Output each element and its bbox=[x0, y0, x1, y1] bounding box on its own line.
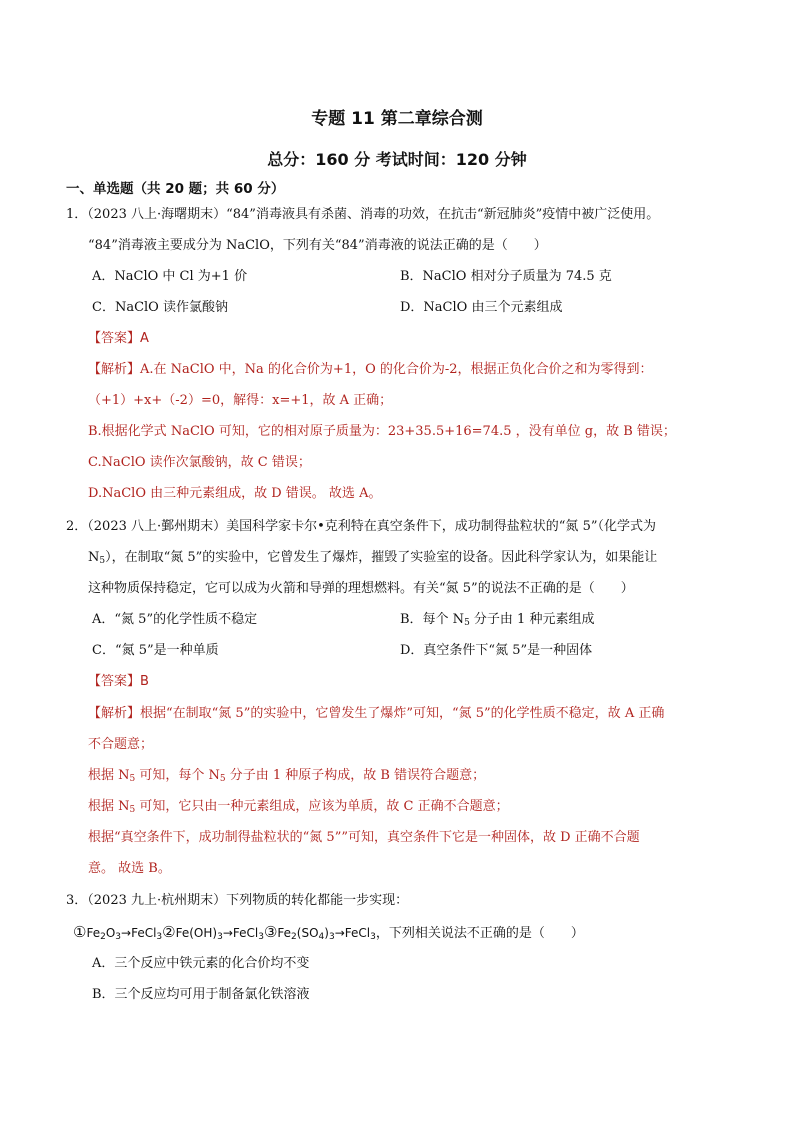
q2-explanation-3: 根据 $N_5$ 可知，每个 $N_5$ 分子由 1 种原子构成，故 B 错误符合题意； bbox=[88, 768, 486, 784]
q1-explanation-5: D.NaClO 由三种元素组成，故 D 错误。 故选 A。 bbox=[88, 486, 382, 501]
q3-stem-line1: 3．（2023 九上·杭州期末）下列物质的转化都能一步实现： bbox=[66, 893, 409, 908]
page-title: 专题 11 第二章综合测 bbox=[311, 109, 483, 129]
q2-stem-line2: $N_5$），在制取“氮 5”的实验中，它曾发生了爆炸，摧毁了实验室的设备。因此科学家认为，如果能让 bbox=[88, 550, 658, 566]
q2-option-a: A．“氮 5”的化学性质不稳定 bbox=[92, 612, 258, 627]
q2-stem-line3: 这种物质保持稳定，它可以成为火箭和导弹的理想燃料。有关“氮 5”的说法不正确的是（ ） bbox=[88, 581, 634, 596]
q2-explanation-5: 根据“真空条件下，成功制得盐粒状的“氮 5””可知，真空条件下它是一种固体，故 D 正确不合题 bbox=[88, 830, 640, 845]
q1-option-a: A．NaClO 中 Cl 为+1 价 bbox=[92, 269, 248, 284]
q3-option-b: B．三个反应均可用于制备氯化铁溶液 bbox=[92, 987, 310, 1002]
q2-explanation-1: 【解析】根据“在制取“氮 5”的实验中，它曾发生了爆炸”可知，“氮 5”的化学性质不稳定，故 A 正确 bbox=[88, 706, 665, 721]
q1-explanation-1: 【解析】A.在 NaClO 中，Na 的化合价为+1，O 的化合价为-2，根据正负化合价之和为零得到： bbox=[88, 362, 653, 377]
circled-number-3: ③ bbox=[263, 923, 278, 941]
q2-option-b: B．每个 $N_5$ 分子由 1 种元素组成 bbox=[400, 612, 595, 628]
circled-number-2: ② bbox=[162, 923, 176, 941]
exam-info: 总分：160 分 考试时间：120 分钟 bbox=[267, 150, 527, 169]
q1-explanation-3: B.根据化学式 NaClO 可知，它的相对原子质量为：23+35.5+16=74.5 ，没有单位 g，故 B 错误； bbox=[88, 424, 676, 439]
q1-option-b: B．NaClO 相对分子质量为 74.5 克 bbox=[400, 269, 612, 284]
q1-stem-line2: “84”消毒液主要成分为 NaClO，下列有关“84”消毒液的说法正确的是（ ） bbox=[88, 238, 547, 253]
formula-3: $Fe_2(SO_4)_3\to FeCl_3$ bbox=[277, 926, 376, 942]
q2-answer: 【答案】B bbox=[88, 674, 149, 689]
q2-option-d: D．真空条件下“氮 5”是一种固体 bbox=[400, 643, 593, 658]
q2-stem-line1: 2．（2023 八上·鄞州期末）美国科学家卡尔•克利特在真空条件下，成功制得盐粒状的“氮 5”（化学式为 bbox=[66, 519, 656, 534]
q1-stem-line1: 1．（2023 八上·海曙期末）“84”消毒液具有杀菌、消毒的功效，在抗击“新冠肺炎”疫情中被广泛使用。 bbox=[66, 207, 660, 222]
q2-explanation-2: 不合题意； bbox=[88, 737, 154, 752]
q1-answer: 【答案】A bbox=[88, 331, 149, 346]
q2-option-c: C．“氮 5”是一种单质 bbox=[92, 643, 219, 658]
circled-number-1: ① bbox=[73, 923, 87, 941]
q2-explanation-6: 意。 故选 B。 bbox=[88, 861, 171, 876]
q2-explanation-4: 根据 $N_5$ 可知，它只由一种元素组成，应该为单质，故 C 正确不合题意； bbox=[88, 799, 509, 815]
q1-option-d: D．NaClO 由三个元素组成 bbox=[400, 300, 563, 315]
q3-option-a: A．三个反应中铁元素的化合价均不变 bbox=[92, 956, 310, 971]
section-heading: 一、单选题（共 20 题；共 60 分） bbox=[66, 181, 285, 197]
formula-2: $Fe(OH)_3\to FeCl_3$ bbox=[175, 926, 264, 942]
q1-explanation-2: （+1）+x+（-2）=0，解得：x=+1，故 A 正确； bbox=[88, 393, 393, 408]
q1-option-c: C．NaClO 读作氯酸钠 bbox=[92, 300, 228, 315]
q1-explanation-4: C.NaClO 读作次氯酸钠，故 C 错误； bbox=[88, 455, 311, 470]
formula-1: $Fe_2O_3\to FeCl_3$ bbox=[86, 926, 163, 942]
q3-formula-line: $①Fe_2O_3\to FeCl_3②Fe(OH)_3\to FeCl_3③Fe_2(SO_4)_3\to FeCl_3$，下列相关说法不正确的是（ ） bbox=[73, 923, 584, 942]
